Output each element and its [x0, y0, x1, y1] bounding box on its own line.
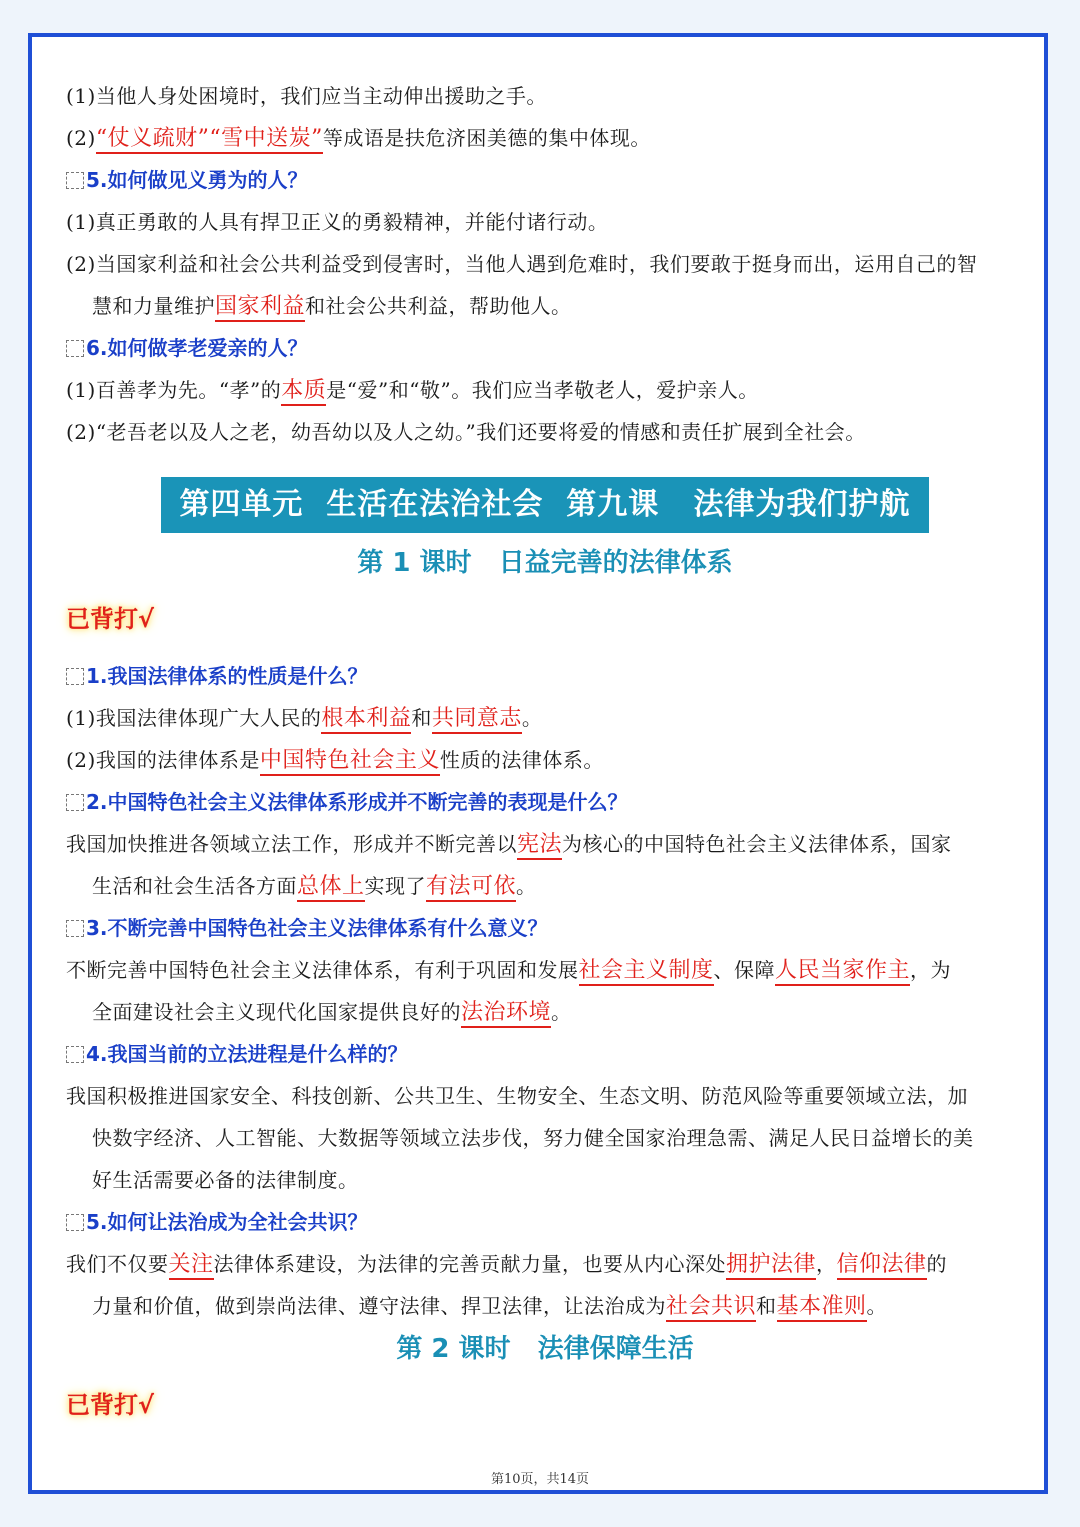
- text-segment: 我们不仅要: [66, 1252, 169, 1276]
- page-frame: [28, 33, 1048, 1494]
- checkbox-icon[interactable]: [66, 1214, 84, 1231]
- text-line: [66, 697, 1024, 739]
- text-line: [66, 823, 1024, 865]
- text-segment: (2)“老吾老以及人之老，幼吾幼以及人之幼。”我们还要将爱的情感和责任扩展到全社会。: [66, 420, 866, 444]
- text-segment: 快数字经济、人工智能、大数据等领域立法步伐，努力健全国家治理急需、满足人民日益增长的美: [92, 1126, 974, 1150]
- question-text: 3.不断完善中国特色社会主义法律体系有什么意义？: [86, 916, 548, 940]
- text-segment: 等成语是扶危济困美德的集中体现。: [322, 126, 651, 150]
- question-heading: [66, 655, 1024, 697]
- text-line: [66, 201, 1024, 243]
- lesson-title: 第 2 课时 法律保障生活: [396, 1334, 694, 1364]
- highlight-keyword: 根本利益: [321, 706, 411, 734]
- text-segment: 好生活需要必备的法律制度。: [92, 1168, 359, 1192]
- highlight-keyword: 宪法: [517, 832, 562, 860]
- checkbox-icon[interactable]: [66, 1046, 84, 1063]
- highlight-keyword: 中国特色社会主义: [260, 748, 440, 776]
- text-line: [66, 1159, 1024, 1201]
- text-segment: 为核心的中国特色社会主义法律体系，国家: [562, 832, 952, 856]
- highlight-keyword: 社会主义制度: [579, 958, 714, 986]
- question-text: 5.如何做见义勇为的人？: [86, 168, 308, 192]
- text-segment: 全面建设社会主义现代化国家提供良好的: [92, 1000, 461, 1024]
- text-segment: 。: [521, 706, 543, 730]
- text-line: [66, 117, 1024, 159]
- text-segment: (1)当他人身处困境时，我们应当主动伸出援助之手。: [66, 84, 547, 108]
- highlight-keyword: 法治环境: [461, 1000, 551, 1028]
- text-segment: 生活和社会生活各方面: [92, 874, 297, 898]
- highlight-keyword: 信仰法律: [837, 1252, 927, 1280]
- question-heading: [66, 327, 1024, 369]
- text-segment: (2)我国的法律体系是: [66, 748, 260, 772]
- text-segment: 。: [551, 1000, 572, 1024]
- text-segment: 和: [756, 1294, 777, 1318]
- text-line: [66, 991, 1024, 1033]
- checkbox-icon[interactable]: [66, 794, 84, 811]
- text-line: [66, 739, 1024, 781]
- text-segment: 和社会公共利益，帮助他人。: [305, 294, 572, 318]
- text-segment: 性质的法律体系。: [439, 748, 604, 772]
- text-line: [66, 1117, 1024, 1159]
- question-heading: [66, 1201, 1024, 1243]
- highlight-keyword: 基本准则: [777, 1294, 867, 1322]
- checkbox-icon[interactable]: [66, 172, 84, 189]
- highlight-keyword: “仗义疏财”“雪中送炭”: [96, 126, 323, 154]
- text-line: [66, 243, 1024, 285]
- text-segment: ，: [816, 1252, 837, 1276]
- memorized-badge: 已背打√: [66, 1391, 155, 1419]
- question-heading: [66, 907, 1024, 949]
- highlight-keyword: 本质: [281, 378, 326, 406]
- text-segment: 法律体系建设，为法律的完善贡献力量，也要从内心深处: [213, 1252, 727, 1276]
- text-line: [66, 865, 1024, 907]
- text-segment: 我国加快推进各领域立法工作，形成并不断完善以: [66, 832, 517, 856]
- text-segment: (2): [66, 126, 96, 150]
- highlight-keyword: 共同意志: [432, 706, 522, 734]
- unit-banner: 第四单元 生活在法治社会 第九课 法律为我们护航: [161, 477, 928, 533]
- checkbox-icon[interactable]: [66, 340, 84, 357]
- text-segment: (2)当国家利益和社会公共利益受到侵害时，当他人遇到危难时，我们要敢于挺身而出，运用自己的智: [66, 252, 978, 276]
- question-heading: [66, 159, 1024, 201]
- question-text: 2.中国特色社会主义法律体系形成并不断完善的表现是什么？: [86, 790, 628, 814]
- checkbox-icon[interactable]: [66, 920, 84, 937]
- text-segment: ，为: [910, 958, 952, 982]
- text-segment: 力量和价值，做到崇尚法律、遵守法律、捍卫法律，让法治成为: [92, 1294, 666, 1318]
- text-line: [66, 75, 1024, 117]
- question-text: 1.我国法律体系的性质是什么？: [86, 664, 368, 688]
- text-segment: (1)我国法律体现广大人民的: [66, 706, 322, 730]
- text-segment: 是“爱”和“敬”。我们应当孝敬老人，爱护亲人。: [326, 378, 759, 402]
- highlight-keyword: 社会共识: [666, 1294, 756, 1322]
- highlight-keyword: 总体上: [297, 874, 365, 902]
- question-heading: [66, 1033, 1024, 1075]
- text-line: [66, 1243, 1024, 1285]
- text-segment: (1)真正勇敢的人具有捍卫正义的勇毅精神，并能付诸行动。: [66, 210, 609, 234]
- text-segment: 。: [516, 874, 537, 898]
- text-line: [66, 369, 1024, 411]
- text-segment: (1)百善孝为先。“孝”的: [66, 378, 282, 402]
- text-segment: 实现了: [364, 874, 427, 898]
- memorized-badge: 已背打√: [66, 605, 155, 633]
- question-text: 5.如何让法治成为全社会共识？: [86, 1210, 368, 1234]
- text-segment: 。: [866, 1294, 888, 1318]
- question-text: 6.如何做孝老爱亲的人？: [86, 336, 308, 360]
- highlight-keyword: 有法可依: [426, 874, 516, 902]
- text-segment: 我国积极推进国家安全、科技创新、公共卫生、生物安全、生态文明、防范风险等重要领域立法，加: [66, 1084, 968, 1108]
- highlight-keyword: 关注: [169, 1252, 214, 1280]
- text-line: [66, 1075, 1024, 1117]
- highlight-keyword: 人民当家作主: [775, 958, 910, 986]
- highlight-keyword: 国家利益: [215, 294, 305, 322]
- text-segment: 的: [926, 1252, 948, 1276]
- text-segment: 不断完善中国特色社会主义法律体系，有利于巩固和发展: [66, 958, 579, 982]
- checkbox-icon[interactable]: [66, 668, 84, 685]
- page-number: 第10页，共14页: [490, 1472, 590, 1487]
- question-text: 4.我国当前的立法进程是什么样的？: [86, 1042, 408, 1066]
- page-content: [66, 75, 1024, 1441]
- question-heading: [66, 781, 1024, 823]
- text-segment: 慧和力量维护: [92, 294, 215, 318]
- text-line: [66, 1285, 1024, 1327]
- unit-banner-wrap: [66, 477, 1024, 541]
- text-line: [66, 285, 1024, 327]
- highlight-keyword: 拥护法律: [726, 1252, 816, 1280]
- text-line: [66, 949, 1024, 991]
- text-line: [66, 411, 1024, 453]
- text-segment: 和: [411, 706, 432, 730]
- text-segment: 、保障: [713, 958, 776, 982]
- lesson-title: 第 1 课时 日益完善的法律体系: [357, 548, 733, 578]
